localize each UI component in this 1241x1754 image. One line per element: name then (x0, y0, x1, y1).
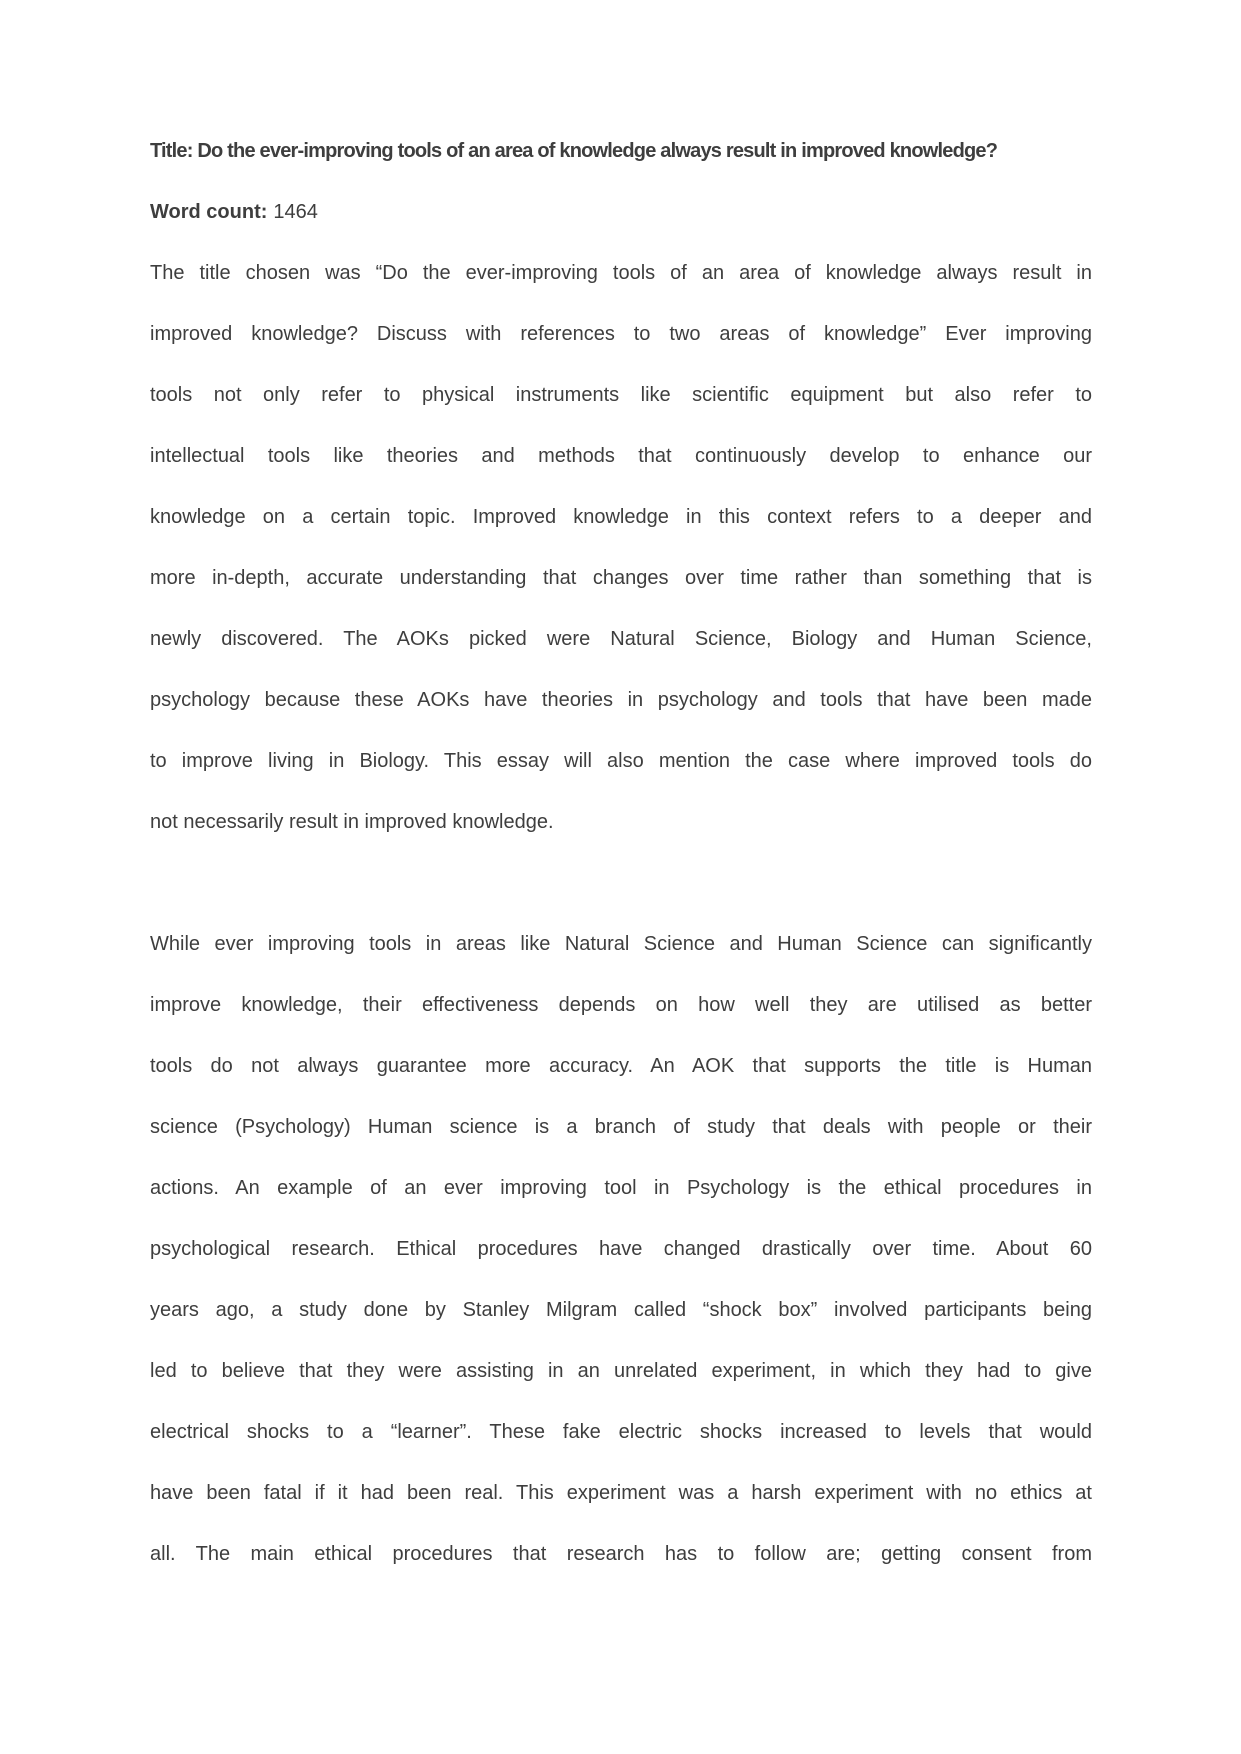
text-line: not necessarily result in improved knowledge. (150, 811, 554, 833)
text-line: actions. An example of an ever improving tool in Psychology is the ethical procedures in (150, 1177, 1092, 1199)
text-line: all. The main ethical procedures that research has to follow are; getting consent from (150, 1543, 1092, 1565)
word-count-label: Word count: (150, 201, 268, 223)
text-line: led to believe that they were assisting in an unrelated experiment, in which they had to give (150, 1360, 1092, 1382)
text-line: The title chosen was “Do the ever-improving tools of an area of knowledge always result in (150, 262, 1092, 284)
text-line: newly discovered. The AOKs picked were Natural Science, Biology and Human Science, (150, 628, 1092, 650)
paragraph-2 (150, 914, 1092, 1585)
text-line: intellectual tools like theories and methods that continuously develop to enhance our (150, 445, 1092, 467)
text-line: have been fatal if it had been real. This experiment was a harsh experiment with no ethics at (150, 1482, 1092, 1504)
text-line: electrical shocks to a “learner”. These fake electric shocks increased to levels that would (150, 1421, 1092, 1443)
text-line: tools do not always guarantee more accuracy. An AOK that supports the title is Human (150, 1055, 1092, 1077)
text-line: While ever improving tools in areas like Natural Science and Human Science can significantly (150, 933, 1092, 955)
text-line: tools not only refer to physical instruments like scientific equipment but also refer to (150, 384, 1092, 406)
paragraph-1 (150, 243, 1092, 853)
text-line: psychology because these AOKs have theories in psychology and tools that have been made (150, 689, 1092, 711)
text-line: science (Psychology) Human science is a branch of study that deals with people or their (150, 1116, 1092, 1138)
text-line: improve knowledge, their effectiveness depends on how well they are utilised as better (150, 994, 1092, 1016)
paragraph-spacer (150, 853, 1092, 914)
word-count (150, 182, 1092, 243)
text-line: improved knowledge? Discuss with references to two areas of knowledge” Ever improving (150, 323, 1092, 345)
text-line: knowledge on a certain topic. Improved knowledge in this context refers to a deeper and (150, 506, 1092, 528)
word-count-value: 1464 (273, 201, 318, 223)
text-line: years ago, a study done by Stanley Milgram called “shock box” involved participants being (150, 1299, 1092, 1321)
essay-title: Title: Do the ever-improving tools of an area of knowledge always result in improved knowledge? (150, 140, 998, 162)
text-line: psychological research. Ethical procedures have changed drastically over time. About 60 (150, 1238, 1092, 1260)
text-line: more in-depth, accurate understanding that changes over time rather than something that is (150, 567, 1092, 589)
text-line: to improve living in Biology. This essay will also mention the case where improved tools do (150, 750, 1092, 772)
